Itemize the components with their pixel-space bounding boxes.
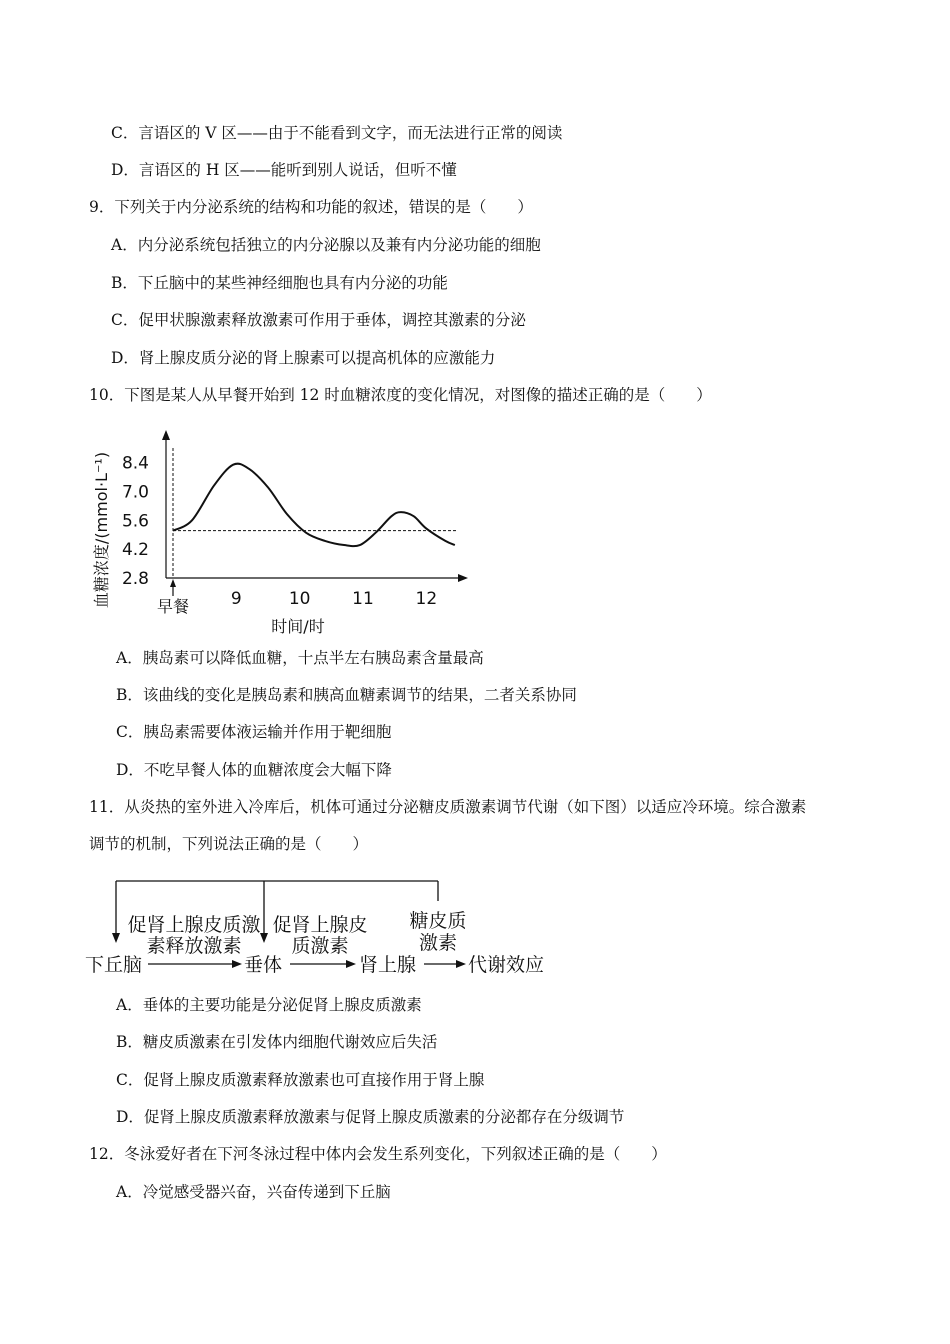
q10-option-b: B．该曲线的变化是胰岛素和胰高血糖素调节的结果，二者关系协同: [116, 686, 577, 704]
question-12: 12．冬泳爱好者在下河冬泳过程中体内会发生系列变化，下列叙述正确的是（ ）: [89, 1145, 667, 1163]
arrowhead-hypothalamus: [112, 933, 120, 943]
chart-x-tick-label: 9: [230, 589, 242, 609]
arrowhead-effect: [456, 960, 466, 968]
chart-y-axis-arrow: [162, 430, 170, 440]
chart-x-tick-label: 12: [415, 589, 438, 609]
chart-x-tick-label: 11: [352, 589, 374, 609]
diagram-acth-line2: 质激素: [291, 935, 349, 957]
diagram-pituitary: 垂体: [244, 954, 283, 976]
arrowhead-pituitary: [232, 960, 242, 968]
q9-option-c: C．促甲状腺激素释放激素可作用于垂体，调控其激素的分泌: [111, 311, 526, 329]
chart-y-tick-label: 8.4: [121, 453, 149, 474]
q9-option-d: D．肾上腺皮质分泌的肾上腺素可以提高机体的应激能力: [111, 349, 496, 367]
diagram-gc-line1: 糖皮质: [409, 910, 467, 932]
diagram-metabolic-effect: 代谢效应: [468, 954, 545, 976]
q11-option-d: D．促肾上腺皮质激素释放激素与促肾上腺皮质激素的分泌都存在分级调节: [116, 1108, 625, 1126]
diagram-adrenal: 肾上腺: [359, 954, 417, 976]
q8-option-d: D．言语区的 H 区——能听到别人说话，但听不懂: [111, 161, 457, 179]
q9-option-a: A．内分泌系统包括独立的内分泌腺以及兼有内分泌功能的细胞: [111, 236, 541, 254]
q9-option-b: B．下丘脑中的某些神经细胞也具有内分泌的功能: [111, 274, 448, 292]
q10-option-d: D．不吃早餐人体的血糖浓度会大幅下降: [116, 761, 392, 779]
glucose-curve: [173, 464, 455, 546]
diagram-crh-line2: 素释放激素: [146, 935, 242, 957]
diagram-gc-line2: 激素: [418, 932, 458, 954]
breakfast-arrowhead: [170, 579, 176, 587]
glucose-chart: [88, 418, 468, 640]
chart-x-tick-label: 10: [288, 589, 311, 609]
chart-xlabel: 时间/时: [271, 617, 325, 636]
diagram-hypothalamus: 下丘脑: [85, 954, 143, 976]
arrowhead-adrenal: [346, 960, 356, 968]
diagram-acth-line1: 促肾上腺皮: [272, 914, 368, 936]
chart-breakfast-label: 早餐: [156, 597, 190, 616]
chart-y-tick-label: 7.0: [121, 482, 149, 503]
question-10: 10．下图是某人从早餐开始到 12 时血糖浓度的变化情况，对图像的描述正确的是（ ）: [89, 386, 712, 404]
q8-option-c: C．言语区的 V 区——由于不能看到文字，而无法进行正常的阅读: [111, 124, 563, 142]
arrowhead-pituitary-top: [260, 933, 268, 943]
question-11-line1: 11．从炎热的室外进入冷库后，机体可通过分泌糖皮质激素调节代谢（如下图）以适应冷环境。综合激素: [89, 798, 807, 816]
q11-option-a: A．垂体的主要功能是分泌促肾上腺皮质激素: [116, 996, 422, 1014]
question-11-line2: 调节的机制，下列说法正确的是（ ）: [89, 835, 369, 853]
chart-y-tick-label: 5.6: [121, 511, 149, 532]
q10-option-a: A．胰岛素可以降低血糖，十点半左右胰岛素含量最高: [116, 649, 484, 667]
diagram-crh-line1: 促肾上腺皮质激: [127, 914, 261, 936]
chart-ylabel: 血糖浓度/(mmol·L⁻¹): [92, 451, 111, 609]
hormone-diagram: [82, 875, 562, 979]
q10-option-c: C．胰岛素需要体液运输并作用于靶细胞: [116, 723, 392, 741]
chart-y-tick-label: 4.2: [121, 540, 149, 561]
chart-y-tick-label: 2.8: [121, 569, 149, 589]
q11-option-b: B．糖皮质激素在引发体内细胞代谢效应后失活: [116, 1033, 438, 1051]
chart-x-axis-arrow: [458, 574, 468, 582]
q11-option-c: C．促肾上腺皮质激素释放激素也可直接作用于肾上腺: [116, 1071, 485, 1089]
question-9: 9．下列关于内分泌系统的结构和功能的叙述，错误的是（ ）: [89, 198, 533, 216]
q12-option-a: A．冷觉感受器兴奋，兴奋传递到下丘脑: [116, 1183, 391, 1201]
